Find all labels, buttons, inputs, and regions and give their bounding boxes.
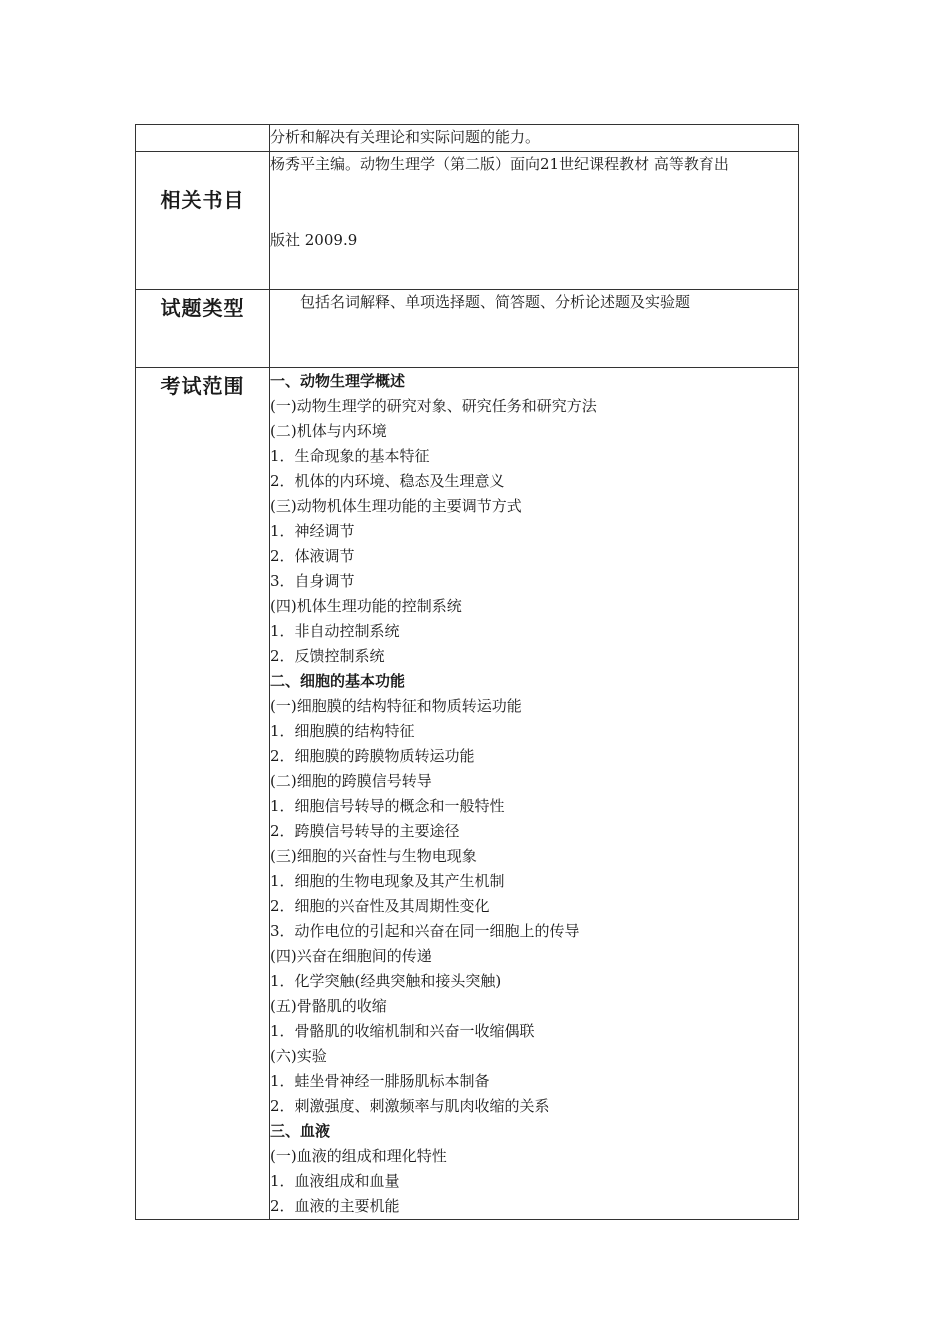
list-item: 1．细胞膜的结构特征 bbox=[270, 722, 415, 740]
list-item: 2．体液调节 bbox=[270, 547, 355, 565]
list-item: 2．细胞膜的跨膜物质转运功能 bbox=[270, 747, 475, 765]
types-label: 试题类型 bbox=[160, 296, 245, 320]
list-item: 2．反馈控制系统 bbox=[270, 647, 385, 665]
list-item: 1．血液组成和血量 bbox=[270, 1172, 400, 1190]
section-heading: 二、细胞的基本功能 bbox=[270, 672, 406, 690]
list-item: (五)骨骼肌的收缩 bbox=[270, 997, 387, 1015]
list-item: 1．骨骼肌的收缩机制和兴奋一收缩偶联 bbox=[270, 1022, 535, 1040]
list-item: (四)机体生理功能的控制系统 bbox=[270, 597, 462, 615]
list-item: (三)动物机体生理功能的主要调节方式 bbox=[270, 497, 522, 515]
table-row bbox=[136, 152, 799, 290]
list-item: 3．自身调节 bbox=[270, 572, 355, 590]
label-cell bbox=[136, 290, 270, 368]
label-cell bbox=[136, 152, 270, 290]
list-item: (二)机体与内环境 bbox=[270, 422, 387, 440]
table-row bbox=[136, 368, 799, 1220]
types-content-cell bbox=[270, 290, 799, 368]
list-item: 1．细胞信号转导的概念和一般特性 bbox=[270, 797, 505, 815]
label-cell bbox=[136, 368, 270, 1220]
list-item: 1．细胞的生物电现象及其产生机制 bbox=[270, 872, 505, 890]
scope-content-cell bbox=[270, 368, 799, 1220]
list-item: 2．机体的内环境、稳态及生理意义 bbox=[270, 472, 505, 490]
section-heading: 三、血液 bbox=[270, 1122, 331, 1140]
list-item: (一)血液的组成和理化特性 bbox=[270, 1147, 447, 1165]
table-row bbox=[136, 290, 799, 368]
books-label: 相关书目 bbox=[160, 188, 245, 212]
list-item: 1．蛙坐骨神经一腓肠肌标本制备 bbox=[270, 1072, 490, 1090]
content-cell bbox=[270, 125, 799, 152]
list-item: (一)细胞膜的结构特征和物质转运功能 bbox=[270, 697, 522, 715]
list-item: 2．刺激强度、刺激频率与肌肉收缩的关系 bbox=[270, 1097, 550, 1115]
list-item: (六)实验 bbox=[270, 1047, 327, 1065]
content-text: 分析和解决有关理论和实际问题的能力。 bbox=[270, 128, 541, 146]
scope-label: 考试范围 bbox=[160, 374, 245, 398]
types-text: 包括名词解释、单项选择题、简答题、分析论述题及实验题 bbox=[300, 293, 691, 311]
list-item: 2．跨膜信号转导的主要途径 bbox=[270, 822, 460, 840]
list-item: 1．生命现象的基本特征 bbox=[270, 447, 430, 465]
books-line-1: 杨秀平主编。动物生理学（第二版）面向21世纪课程教材 高等教育出 bbox=[270, 155, 729, 173]
list-item: (三)细胞的兴奋性与生物电现象 bbox=[270, 847, 477, 865]
list-item: 1．化学突触(经典突触和接头突触) bbox=[270, 972, 502, 990]
list-item: (一)动物生理学的研究对象、研究任务和研究方法 bbox=[270, 397, 597, 415]
scope-list bbox=[270, 368, 798, 1219]
books-line-2: 版社 2009.9 bbox=[270, 231, 358, 249]
books-content-cell bbox=[270, 152, 799, 290]
list-item: 2．细胞的兴奋性及其周期性变化 bbox=[270, 897, 490, 915]
list-item: 1．非自动控制系统 bbox=[270, 622, 400, 640]
list-item: 3．动作电位的引起和兴奋在同一细胞上的传导 bbox=[270, 922, 580, 940]
table-row bbox=[136, 125, 799, 152]
list-item: 1．神经调节 bbox=[270, 522, 355, 540]
list-item: 2．血液的主要机能 bbox=[270, 1197, 400, 1215]
empty-label-cell bbox=[136, 125, 270, 152]
list-item: (二)细胞的跨膜信号转导 bbox=[270, 772, 432, 790]
syllabus-table bbox=[135, 124, 799, 1220]
list-item: (四)兴奋在细胞间的传递 bbox=[270, 947, 432, 965]
section-heading: 一、动物生理学概述 bbox=[270, 372, 406, 390]
